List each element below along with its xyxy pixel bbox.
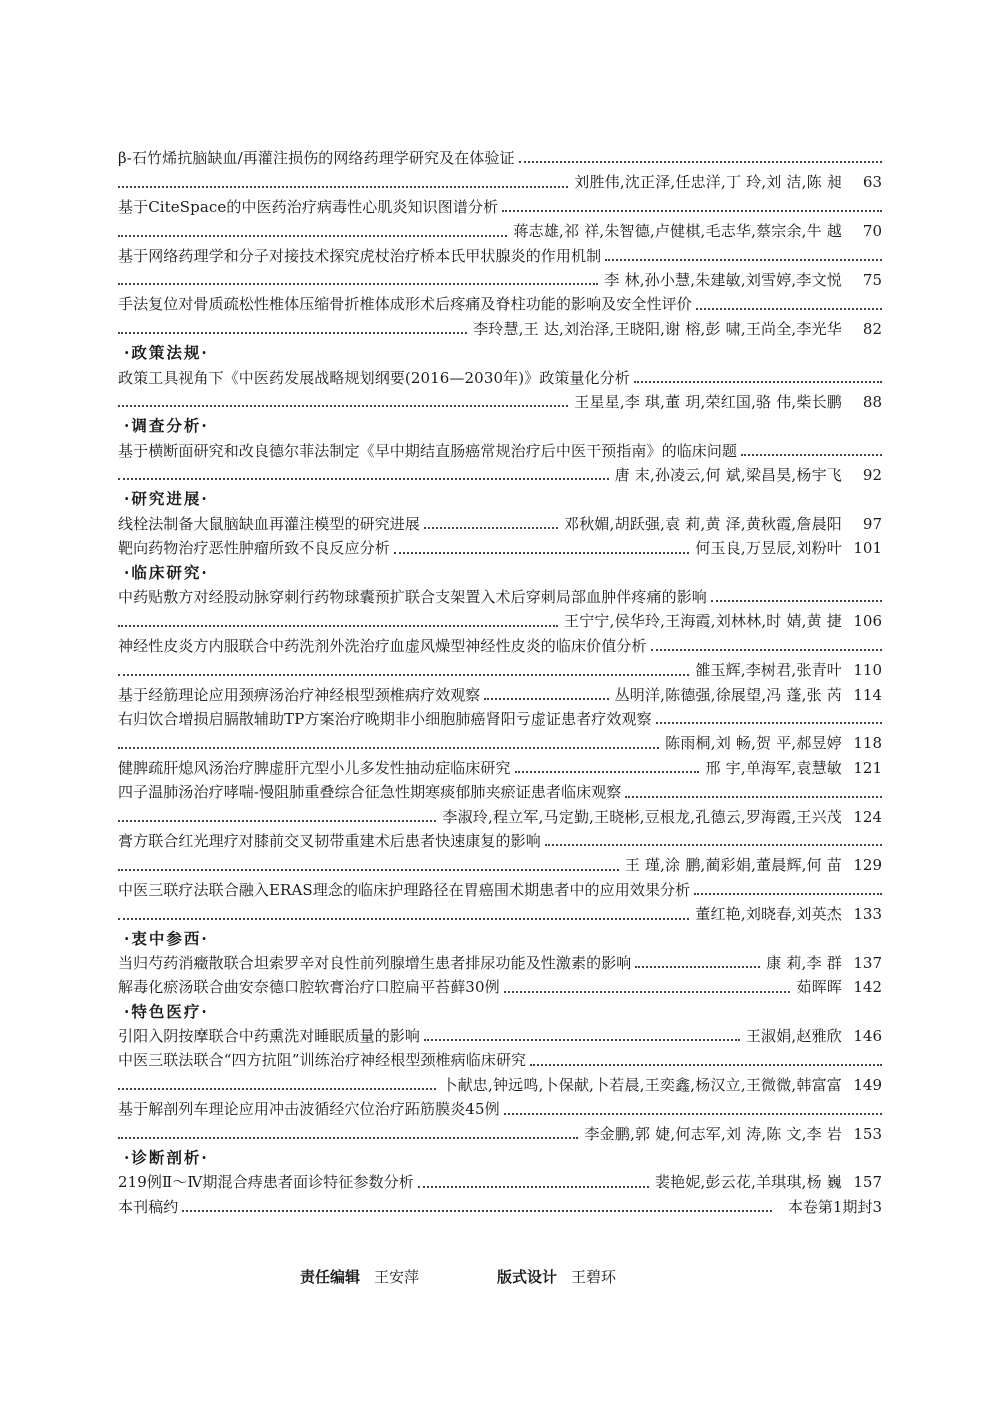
entry-authors: 何玉良,万昱辰,刘粉叶 <box>695 539 842 558</box>
entry-title: 中医三联法联合“四方抗阻”训练治疗神经根型颈椎病临床研究 <box>118 1051 527 1070</box>
entry-title: 中药贴敷方对经股动脉穿刺行药物球囊预扩联合支架置入术后穿刺局部血肿伴疼痛的影响 <box>118 588 707 607</box>
entry-authors: 李金鹏,郭 婕,何志军,刘 涛,陈 文,李 岩 <box>584 1124 842 1143</box>
dot-leader <box>545 843 882 846</box>
dot-leader <box>634 380 882 383</box>
section-heading: ·衷中参西· <box>124 928 209 948</box>
design-label: 版式设计 <box>497 1268 558 1286</box>
dot-leader <box>696 307 882 310</box>
section-heading: ·特色医疗· <box>124 1001 209 1021</box>
entry-authors: 董红艳,刘晓春,刘英杰 <box>695 905 842 924</box>
entry-title: 靶向药物治疗恶性肿瘤所致不良反应分析 <box>118 539 390 558</box>
section-heading: ·调查分析· <box>124 416 209 436</box>
toc-entry-continuation <box>118 853 882 877</box>
section-heading: ·诊断剖析· <box>124 1148 209 1168</box>
entry-page: 97 <box>862 514 882 533</box>
toc-entry-continuation <box>118 1122 882 1146</box>
dot-leader <box>394 551 689 554</box>
toc-entry-continuation <box>118 902 882 926</box>
dot-leader <box>118 673 689 676</box>
entry-authors: 卜献忠,钟远鸣,卜保献,卜若晨,王奕鑫,杨汉立,王微微,韩富富 <box>442 1075 842 1094</box>
entry-page: 129 <box>853 856 882 875</box>
entry-authors: 康 莉,李 群 <box>766 953 842 972</box>
entry-authors: 陈雨桐,刘 畅,贺 平,郝昱婷 <box>665 734 842 753</box>
toc-entry <box>118 439 882 463</box>
entry-authors: 唐 末,孙凌云,何 斌,梁昌昊,杨宇飞 <box>614 466 842 485</box>
entry-title: 基于网络药理学和分子对接技术探究虎杖治疗桥本氏甲状腺炎的作用机制 <box>118 246 602 265</box>
entry-authors: 李 林,孙小慧,朱建敏,刘雪婷,李文悦 <box>604 270 842 289</box>
entry-title: 中医三联疗法联合融入ERAS理念的临床护理路径在胃癌围术期患者中的应用效果分析 <box>118 880 691 899</box>
toc-entry <box>118 634 882 658</box>
entry-title: 健脾疏肝熄风汤治疗脾虚肝亢型小儿多发性抽动症临床研究 <box>118 758 511 777</box>
dot-leader <box>530 1063 882 1066</box>
entry-authors: 茹晖晖 <box>796 978 842 997</box>
toc-entry <box>118 1097 882 1121</box>
entry-page: 70 <box>862 222 882 241</box>
dot-leader <box>118 404 568 407</box>
entry-page: 146 <box>853 1027 882 1046</box>
dot-leader <box>118 917 689 920</box>
toc-entry-continuation <box>118 805 882 829</box>
entry-title: 右归饮合增损启膈散辅助TP方案治疗晚期非小细胞肺癌肾阳亏虚证患者疗效观察 <box>118 709 652 728</box>
entry-page: 114 <box>853 685 882 704</box>
section-heading: ·临床研究· <box>124 562 209 582</box>
entry-title: 政策工具视角下《中医药发展战略规划纲要(2016—2030年)》政策量化分析 <box>118 368 630 387</box>
toc-entry <box>118 366 882 390</box>
editor-credit <box>300 1266 419 1287</box>
dot-leader <box>656 721 882 724</box>
entry-authors: 蒋志雄,祁 祥,朱智德,卢健棋,毛志华,蔡宗余,牛 越 <box>513 222 842 241</box>
dot-leader <box>418 1185 649 1188</box>
entry-authors: 王淑娟,赵雅欣 <box>745 1027 842 1046</box>
dot-leader <box>118 1136 578 1139</box>
toc-entry <box>118 244 882 268</box>
entry-title: 解毒化瘀汤联合曲安奈德口腔软膏治疗口腔扁平苔藓30例 <box>118 978 500 997</box>
toc-entry <box>118 829 882 853</box>
dot-leader <box>502 209 882 212</box>
entry-page: 133 <box>853 905 882 924</box>
section-heading: ·研究进展· <box>124 489 209 509</box>
entry-authors: 邓秋媚,胡跃强,袁 莉,黄 泽,黄秋霞,詹晨阳 <box>564 514 842 533</box>
dot-leader <box>605 258 882 261</box>
entry-authors: 王 瑾,涂 鹏,蔺彩娟,董晨辉,何 苗 <box>624 856 842 875</box>
toc-entry <box>118 195 882 219</box>
toc-entry <box>118 1024 882 1048</box>
toc-entry <box>118 780 882 804</box>
dot-leader <box>424 526 558 529</box>
entry-page: 106 <box>853 612 882 631</box>
entry-authors: 王星星,李 琪,董 玥,荣红国,骆 伟,柴长鹏 <box>574 392 842 411</box>
toc-entry <box>118 1195 882 1219</box>
dot-leader <box>711 599 882 602</box>
entry-page: 75 <box>862 270 882 289</box>
dot-leader <box>635 965 760 968</box>
designer-name: 王碧环 <box>571 1268 617 1286</box>
design-credit <box>497 1266 616 1287</box>
toc-entry <box>118 512 882 536</box>
entry-authors: 王宁宁,侯华玲,王海霞,刘林林,时 婧,黄 捷 <box>564 612 842 631</box>
entry-authors: 李玲慧,王 达,刘治泽,王晓阳,谢 榕,彭 啸,王尚全,李光华 <box>473 319 842 338</box>
toc-entry <box>118 536 882 560</box>
entry-title: β-石竹烯抗脑缺血/再灌注损伤的网络药理学研究及在体验证 <box>118 148 515 167</box>
dot-leader <box>741 453 882 456</box>
dot-leader <box>625 795 882 798</box>
dot-leader <box>484 697 608 700</box>
entry-title: 线栓法制备大鼠脑缺血再灌注模型的研究进展 <box>118 514 421 533</box>
dot-leader <box>118 477 609 480</box>
entry-page: 82 <box>862 319 882 338</box>
dot-leader <box>118 624 558 627</box>
entry-title: 神经性皮炎方内服联合中药洗剂外洗治疗血虚风燥型神经性皮炎的临床价值分析 <box>118 636 647 655</box>
entry-page: 110 <box>853 661 882 680</box>
entry-page: 101 <box>853 539 882 558</box>
toc-entry-continuation <box>118 1073 882 1097</box>
entry-title: 基于CiteSpace的中医药治疗病毒性心肌炎知识图谱分析 <box>118 197 499 216</box>
dot-leader <box>182 1209 772 1212</box>
entry-page: 92 <box>862 466 882 485</box>
table-of-contents <box>118 146 882 1219</box>
toc-entry-continuation <box>118 463 882 487</box>
entry-page: 88 <box>862 392 882 411</box>
entry-page: 153 <box>853 1124 882 1143</box>
toc-entry <box>118 878 882 902</box>
page-footer <box>300 1266 616 1287</box>
toc-entry <box>118 146 882 170</box>
entry-page: 118 <box>853 734 882 753</box>
editor-label: 责任编辑 <box>300 1268 361 1286</box>
entry-title: 基于解剖列车理论应用冲击波循经穴位治疗跖筋膜炎45例 <box>118 1100 500 1119</box>
toc-entry-continuation <box>118 731 882 755</box>
entry-title: 手法复位对骨质疏松性椎体压缩骨折椎体成形术后疼痛及脊柱功能的影响及安全性评价 <box>118 295 692 314</box>
dot-leader <box>118 746 659 749</box>
entry-authors: 裴艳妮,彭云花,羊琪琪,杨 巍 <box>654 1173 842 1192</box>
dot-leader <box>504 1112 882 1115</box>
dot-leader <box>424 1038 740 1041</box>
entry-page: 121 <box>853 758 882 777</box>
editor-name: 王安萍 <box>374 1268 420 1286</box>
entry-title: 四子温肺汤治疗哮喘-慢阻肺重叠综合征急性期寒痰郁肺夹瘀证患者临床观察 <box>118 783 622 802</box>
entry-page: 157 <box>853 1173 882 1192</box>
entry-page: 本卷第1期封3 <box>787 1197 882 1216</box>
entry-authors: 雒玉辉,李树君,张青叶 <box>695 661 842 680</box>
dot-leader <box>651 648 882 651</box>
toc-entry-continuation <box>118 658 882 682</box>
entry-page: 124 <box>853 807 882 826</box>
dot-leader <box>694 892 882 895</box>
dot-leader <box>118 868 619 871</box>
entry-title: 219例Ⅱ～Ⅳ期混合痔患者面诊特征参数分析 <box>118 1173 414 1192</box>
toc-entry <box>118 585 882 609</box>
toc-entry-continuation <box>118 170 882 194</box>
toc-entry <box>118 756 882 780</box>
entry-title: 当归芍药消癥散联合坦索罗辛对良性前列腺增生患者排尿功能及性激素的影响 <box>118 953 632 972</box>
entry-title: 引阳入阴按摩联合中药熏洗对睡眠质量的影响 <box>118 1027 421 1046</box>
dot-leader <box>118 819 436 822</box>
dot-leader <box>118 282 598 285</box>
toc-entry-continuation <box>118 268 882 292</box>
dot-leader <box>515 770 700 773</box>
entry-authors: 邢 宇,单海军,袁慧敏 <box>705 758 842 777</box>
dot-leader <box>118 1087 436 1090</box>
toc-entry-continuation <box>118 219 882 243</box>
entry-title: 膏方联合红光理疗对膝前交叉韧带重建术后患者快速康复的影响 <box>118 831 541 850</box>
toc-entry-continuation <box>118 317 882 341</box>
toc-entry <box>118 1048 882 1072</box>
dot-leader <box>118 331 467 334</box>
entry-authors: 刘胜伟,沈正泽,任忠洋,丁 玲,刘 洁,陈 昶 <box>574 173 842 192</box>
entry-title: 基于横断面研究和改良德尔菲法制定《早中期结直肠癌常规治疗后中医干预指南》的临床问题 <box>118 441 738 460</box>
toc-entry <box>118 1170 882 1194</box>
toc-entry <box>118 707 882 731</box>
entry-page: 142 <box>853 978 882 997</box>
section-heading: ·政策法规· <box>124 343 209 363</box>
toc-entry <box>118 683 882 707</box>
toc-entry-continuation <box>118 390 882 414</box>
dot-leader <box>504 990 791 993</box>
toc-entry <box>118 975 882 999</box>
entry-authors: 丛明洋,陈德强,徐展望,冯 蓬,张 芮 <box>614 685 842 704</box>
entry-title: 基于经筋理论应用颈痹汤治疗神经根型颈椎病疗效观察 <box>118 685 481 704</box>
toc-entry <box>118 292 882 316</box>
entry-page: 149 <box>853 1075 882 1094</box>
toc-entry <box>118 951 882 975</box>
entry-authors: 李淑玲,程立军,马定勤,王晓彬,豆根龙,孔德云,罗海霞,王兴茂 <box>442 807 842 826</box>
dot-leader <box>118 185 568 188</box>
entry-title: 本刊稿约 <box>118 1197 179 1216</box>
dot-leader <box>519 160 882 163</box>
toc-entry-continuation <box>118 609 882 633</box>
entry-page: 63 <box>862 173 882 192</box>
entry-page: 137 <box>853 953 882 972</box>
dot-leader <box>118 234 507 237</box>
